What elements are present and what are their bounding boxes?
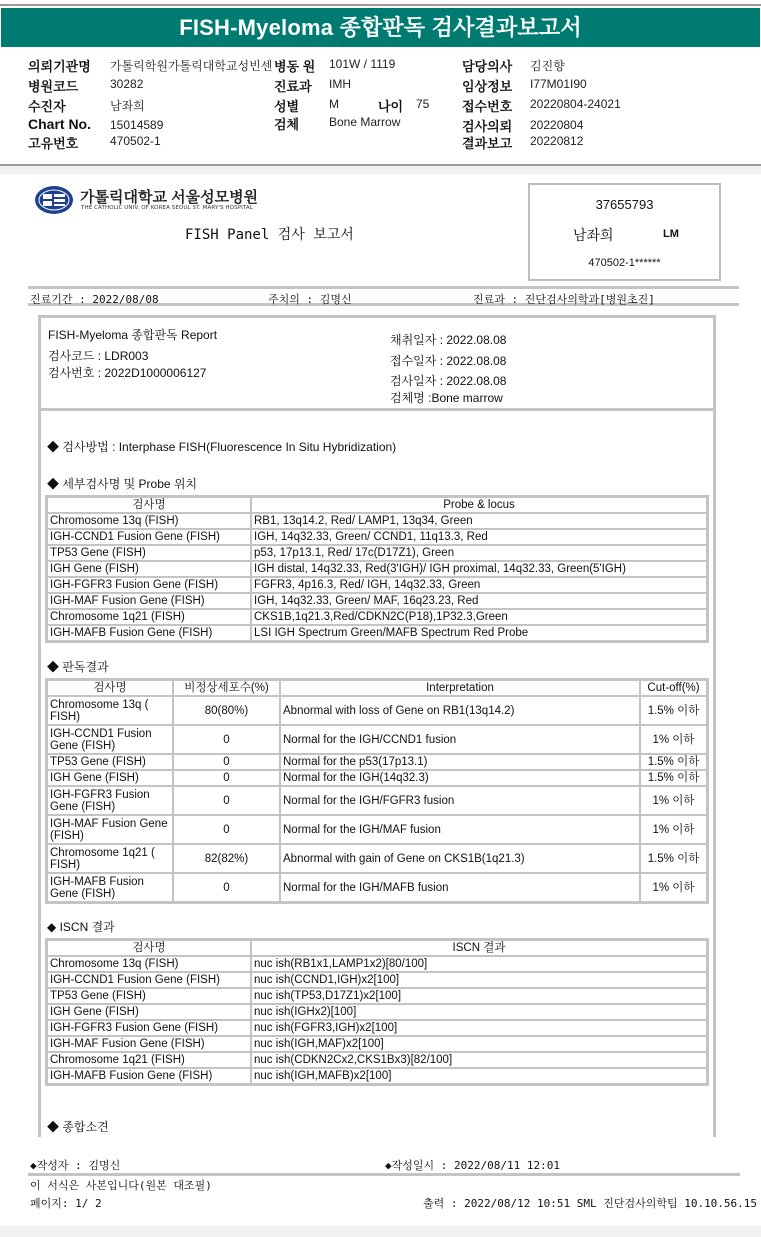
cutoff: 1% 이하 [640,786,707,815]
age-label: 나이 [378,99,404,114]
specimen-value: Bone Marrow [329,115,401,129]
hospital-code-label: 병원코드 [28,79,79,94]
table-row [47,972,707,988]
table-row [47,529,707,545]
cutoff: 1.5% 이하 [640,770,707,786]
collected-date: 채취일자 : 2022.08.08 [390,333,507,347]
patient-number: 37655793 [595,197,654,212]
cutoff: 1.5% 이하 [640,754,707,770]
visit-period: 진료기간 : 2022/08/08 [30,293,159,306]
table-header-row [47,497,707,513]
table-row [47,988,707,1004]
test-name: TP53 Gene (FISH) [47,545,251,561]
interpretation: Normal for the IGH/CCND1 fusion [280,725,640,754]
result-report-value: 20220812 [530,134,584,148]
abnormal-cell-count: 0 [173,725,280,754]
abnormal-cell-count: 0 [173,873,280,902]
page-gap [0,166,761,174]
test-name: IGH-FGFR3 Fusion Gene (FISH) [47,577,251,593]
receipt-value: 20220804-24021 [530,97,621,111]
table-row [47,956,707,972]
iscn-result: nuc ish(CDKN2Cx2,CKS1Bx3)[82/100] [251,1052,707,1068]
method-section: ◆ 검사방법 : Interphase FISH(Fluorescence In Situ Hybridization) [47,440,397,454]
iscn-result: nuc ish(RB1x1,LAMP1x2)[80/100] [251,956,707,972]
receipt-label: 접수번호 [462,99,513,114]
table-row [47,1068,707,1084]
table-row [47,754,707,770]
column-header: 검사명 [47,680,173,696]
panel-title: FISH Panel 검사 보고서 [185,227,354,243]
ward-label: 병동 원 [274,59,316,74]
column-header: 검사명 [47,940,251,956]
test-name: IGH Gene (FISH) [47,770,173,786]
test-name: IGH-MAFB Fusion Gene (FISH) [47,1068,251,1084]
test-name: IGH-MAFB Fusion Gene (FISH) [47,625,251,641]
probe-table [45,495,709,643]
column-header: Cut-off(%) [640,680,707,696]
table-row [47,844,707,873]
test-code: 검사코드 : LDR003 [48,349,149,363]
table-row [47,577,707,593]
sex-value: M [329,97,339,111]
specimen-name: 검체명 :Bone marrow [390,391,503,405]
column-header: ISCN 결과 [251,940,707,956]
clinical-value: I77M01I90 [530,77,587,91]
cutoff: 1% 이하 [640,873,707,902]
test-name: IGH-FGFR3 Fusion Gene (FISH) [47,1020,251,1036]
test-name: Chromosome 13q ( FISH) [47,696,173,725]
doctor-label: 담당의사 [462,59,513,74]
test-name: IGH-MAF Fusion Gene (FISH) [47,593,251,609]
table-row [47,873,707,902]
abnormal-cell-count: 0 [173,770,280,786]
interpretation: Abnormal with gain of Gene on CKS1B(1q21.3) [280,844,640,873]
interpretation: Normal for the IGH/MAF fusion [280,815,640,844]
test-name: Chromosome 1q21 (FISH) [47,609,251,625]
institution-value: 가톨릭학원가톨릭대학교성빈센 [110,59,273,73]
interpretation: Normal for the IGH/FGFR3 fusion [280,786,640,815]
report-title: FISH-Myeloma 종합판독 Report [48,328,218,342]
abnormal-cell-count: 0 [173,815,280,844]
hospital-name: 가톨릭대학교 서울성모병원 [80,189,259,206]
test-name: IGH-CCND1 Fusion Gene (FISH) [47,972,251,988]
test-name: IGH Gene (FISH) [47,561,251,577]
test-name: Chromosome 13q (FISH) [47,513,251,529]
table-row [47,593,707,609]
page-gap-bottom [0,1226,761,1237]
test-name: IGH-FGFR3 Fusion Gene (FISH) [47,786,173,815]
cutoff: 1% 이하 [640,725,707,754]
table-row [47,696,707,725]
doctor-value: 김진향 [530,59,565,73]
copy-notice: 이 서식은 사본입니다(원본 대조필) [30,1179,212,1192]
probe-locus: p53, 17p13.1, Red/ 17c(D17Z1), Green [251,545,707,561]
patient-label: 수진자 [28,99,66,114]
interpretation: Normal for the IGH(14q32.3) [280,770,640,786]
report-header [41,318,713,411]
patient-rrn: 470502-1****** [588,257,661,269]
interpretation: Abnormal with loss of Gene on RB1(13q14.2) [280,696,640,725]
cutoff: 1.5% 이하 [640,844,707,873]
column-header: Interpretation [280,680,640,696]
hospital-subtitle: THE CATHOLIC UNIV. OF KOREA SEOUL ST. MARY'S HOSPITAL [81,205,253,211]
probe-locus: IGH, 14q32.33, Green/ MAF, 16q23.23, Red [251,593,707,609]
patient-name: 남좌희 [573,227,614,243]
table-row [47,1052,707,1068]
sex-label: 성별 [274,99,300,114]
chart-value: 15014589 [110,118,164,132]
specimen-label: 검체 [274,117,300,132]
table-row [47,725,707,754]
received-date: 접수일자 : 2022.08.08 [390,354,507,368]
probe-locus: FGFR3, 4p16.3, Red/ IGH, 14q32.33, Green [251,577,707,593]
column-header: 비정상세포수(%) [173,680,280,696]
report-banner-title: FISH-Myeloma 종합판독 검사결과보고서 [1,8,760,47]
id-value: 470502-1 [110,134,161,148]
table-row [47,815,707,844]
request-value: 20220804 [530,118,584,132]
iscn-result: nuc ish(CCND1,IGH)x2[100] [251,972,707,988]
column-header: Probe & locus [251,497,707,513]
institution-label: 의뢰기관명 [28,59,91,74]
table-row [47,513,707,529]
test-name: TP53 Gene (FISH) [47,754,173,770]
iscn-table [45,938,709,1086]
probe-locus: CKS1B,1q21.3,Red/CDKN2C(P18),1P32.3,Green [251,609,707,625]
table-header-row [47,680,707,696]
table-row [47,786,707,815]
patient-sex-code: LM [663,228,679,240]
patient-id-box [528,183,721,281]
hospital-logo-icon [34,185,74,215]
table-row [47,625,707,641]
test-name: TP53 Gene (FISH) [47,988,251,1004]
cutoff: 1% 이하 [640,815,707,844]
id-label: 고유번호 [28,136,79,151]
chart-label: Chart No. [28,116,91,132]
report-body [38,315,716,1137]
dept-value: IMH [329,77,351,91]
probe-locus: IGH distal, 14q32.33, Red(3'IGH)/ IGH proximal, 14q32.33, Green(5'IGH) [251,561,707,577]
probe-section-title: ◆ 세부검사명 및 Probe 위치 [47,477,198,491]
test-name: IGH-CCND1 Fusion Gene (FISH) [47,725,173,754]
table-row [47,561,707,577]
age-value: 75 [416,97,430,111]
test-name: IGH-MAF Fusion Gene (FISH) [47,1036,251,1052]
author: ◆작성자 : 김명신 [30,1159,121,1172]
top-divider [0,0,761,6]
interpretation: Normal for the p53(17p13.1) [280,754,640,770]
abnormal-cell-count: 80(80%) [173,696,280,725]
iscn-result: nuc ish(TP53,D17Z1)x2[100] [251,988,707,1004]
iscn-result: nuc ish(FGFR3,IGH)x2[100] [251,1020,707,1036]
interpretation: Normal for the IGH/MAFB fusion [280,873,640,902]
abnormal-cell-count: 0 [173,786,280,815]
visit-department: 진료과 : 진단검사의학과[병원초진] [473,293,655,306]
abnormal-cell-count: 0 [173,754,280,770]
footer-divider [28,1173,740,1176]
request-label: 검사의뢰 [462,119,513,134]
test-name: IGH Gene (FISH) [47,1004,251,1020]
test-number: 검사번호 : 2022D1000006127 [48,366,207,380]
test-name: Chromosome 1q21 ( FISH) [47,844,173,873]
patient-value: 남좌희 [110,99,145,113]
table-row [47,609,707,625]
test-name: IGH-MAFB Fusion Gene (FISH) [47,873,173,902]
table-row [47,770,707,786]
abnormal-cell-count: 82(82%) [173,844,280,873]
table-row [47,1004,707,1020]
result-section-title: ◆ 판독결과 [47,660,109,674]
tested-date: 검사일자 : 2022.08.08 [390,374,507,388]
attending-physician: 주치의 : 김명신 [268,293,352,306]
clinical-label: 임상정보 [462,79,513,94]
table-header-row [47,940,707,956]
ward-value: 101W / 1119 [329,57,396,71]
table-row [47,545,707,561]
result-table [45,678,709,904]
test-name: IGH-CCND1 Fusion Gene (FISH) [47,529,251,545]
column-header: 검사명 [47,497,251,513]
table-row [47,1036,707,1052]
print-info: 출력 : 2022/08/12 10:51 SML 진단검사의학팀 10.10.56.15 [423,1197,758,1210]
iscn-result: nuc ish(IGH,MAF)x2[100] [251,1036,707,1052]
probe-locus: LSI IGH Spectrum Green/MAFB Spectrum Red Probe [251,625,707,641]
iscn-result: nuc ish(IGHx2)[100] [251,1004,707,1020]
page-indicator: 페이지: 1/ 2 [30,1197,102,1210]
test-name: Chromosome 13q (FISH) [47,956,251,972]
hospital-code-value: 30282 [110,77,144,91]
test-name: Chromosome 1q21 (FISH) [47,1052,251,1068]
iscn-result: nuc ish(IGH,MAFB)x2[100] [251,1068,707,1084]
probe-locus: RB1, 13q14.2, Red/ LAMP1, 13q34, Green [251,513,707,529]
iscn-section-title: ◆ ISCN 결과 [47,920,115,934]
cutoff: 1.5% 이하 [640,696,707,725]
dept-label: 진료과 [274,79,312,94]
summary-section-title: ◆ 종합소견 [47,1120,109,1134]
test-name: IGH-MAF Fusion Gene (FISH) [47,815,173,844]
table-row [47,1020,707,1036]
probe-locus: IGH, 14q32.33, Green/ CCND1, 11q13.3, Red [251,529,707,545]
visit-bar [28,286,739,306]
written-at: ◆작성일시 : 2022/08/11 12:01 [385,1159,560,1172]
result-report-label: 결과보고 [462,136,513,151]
